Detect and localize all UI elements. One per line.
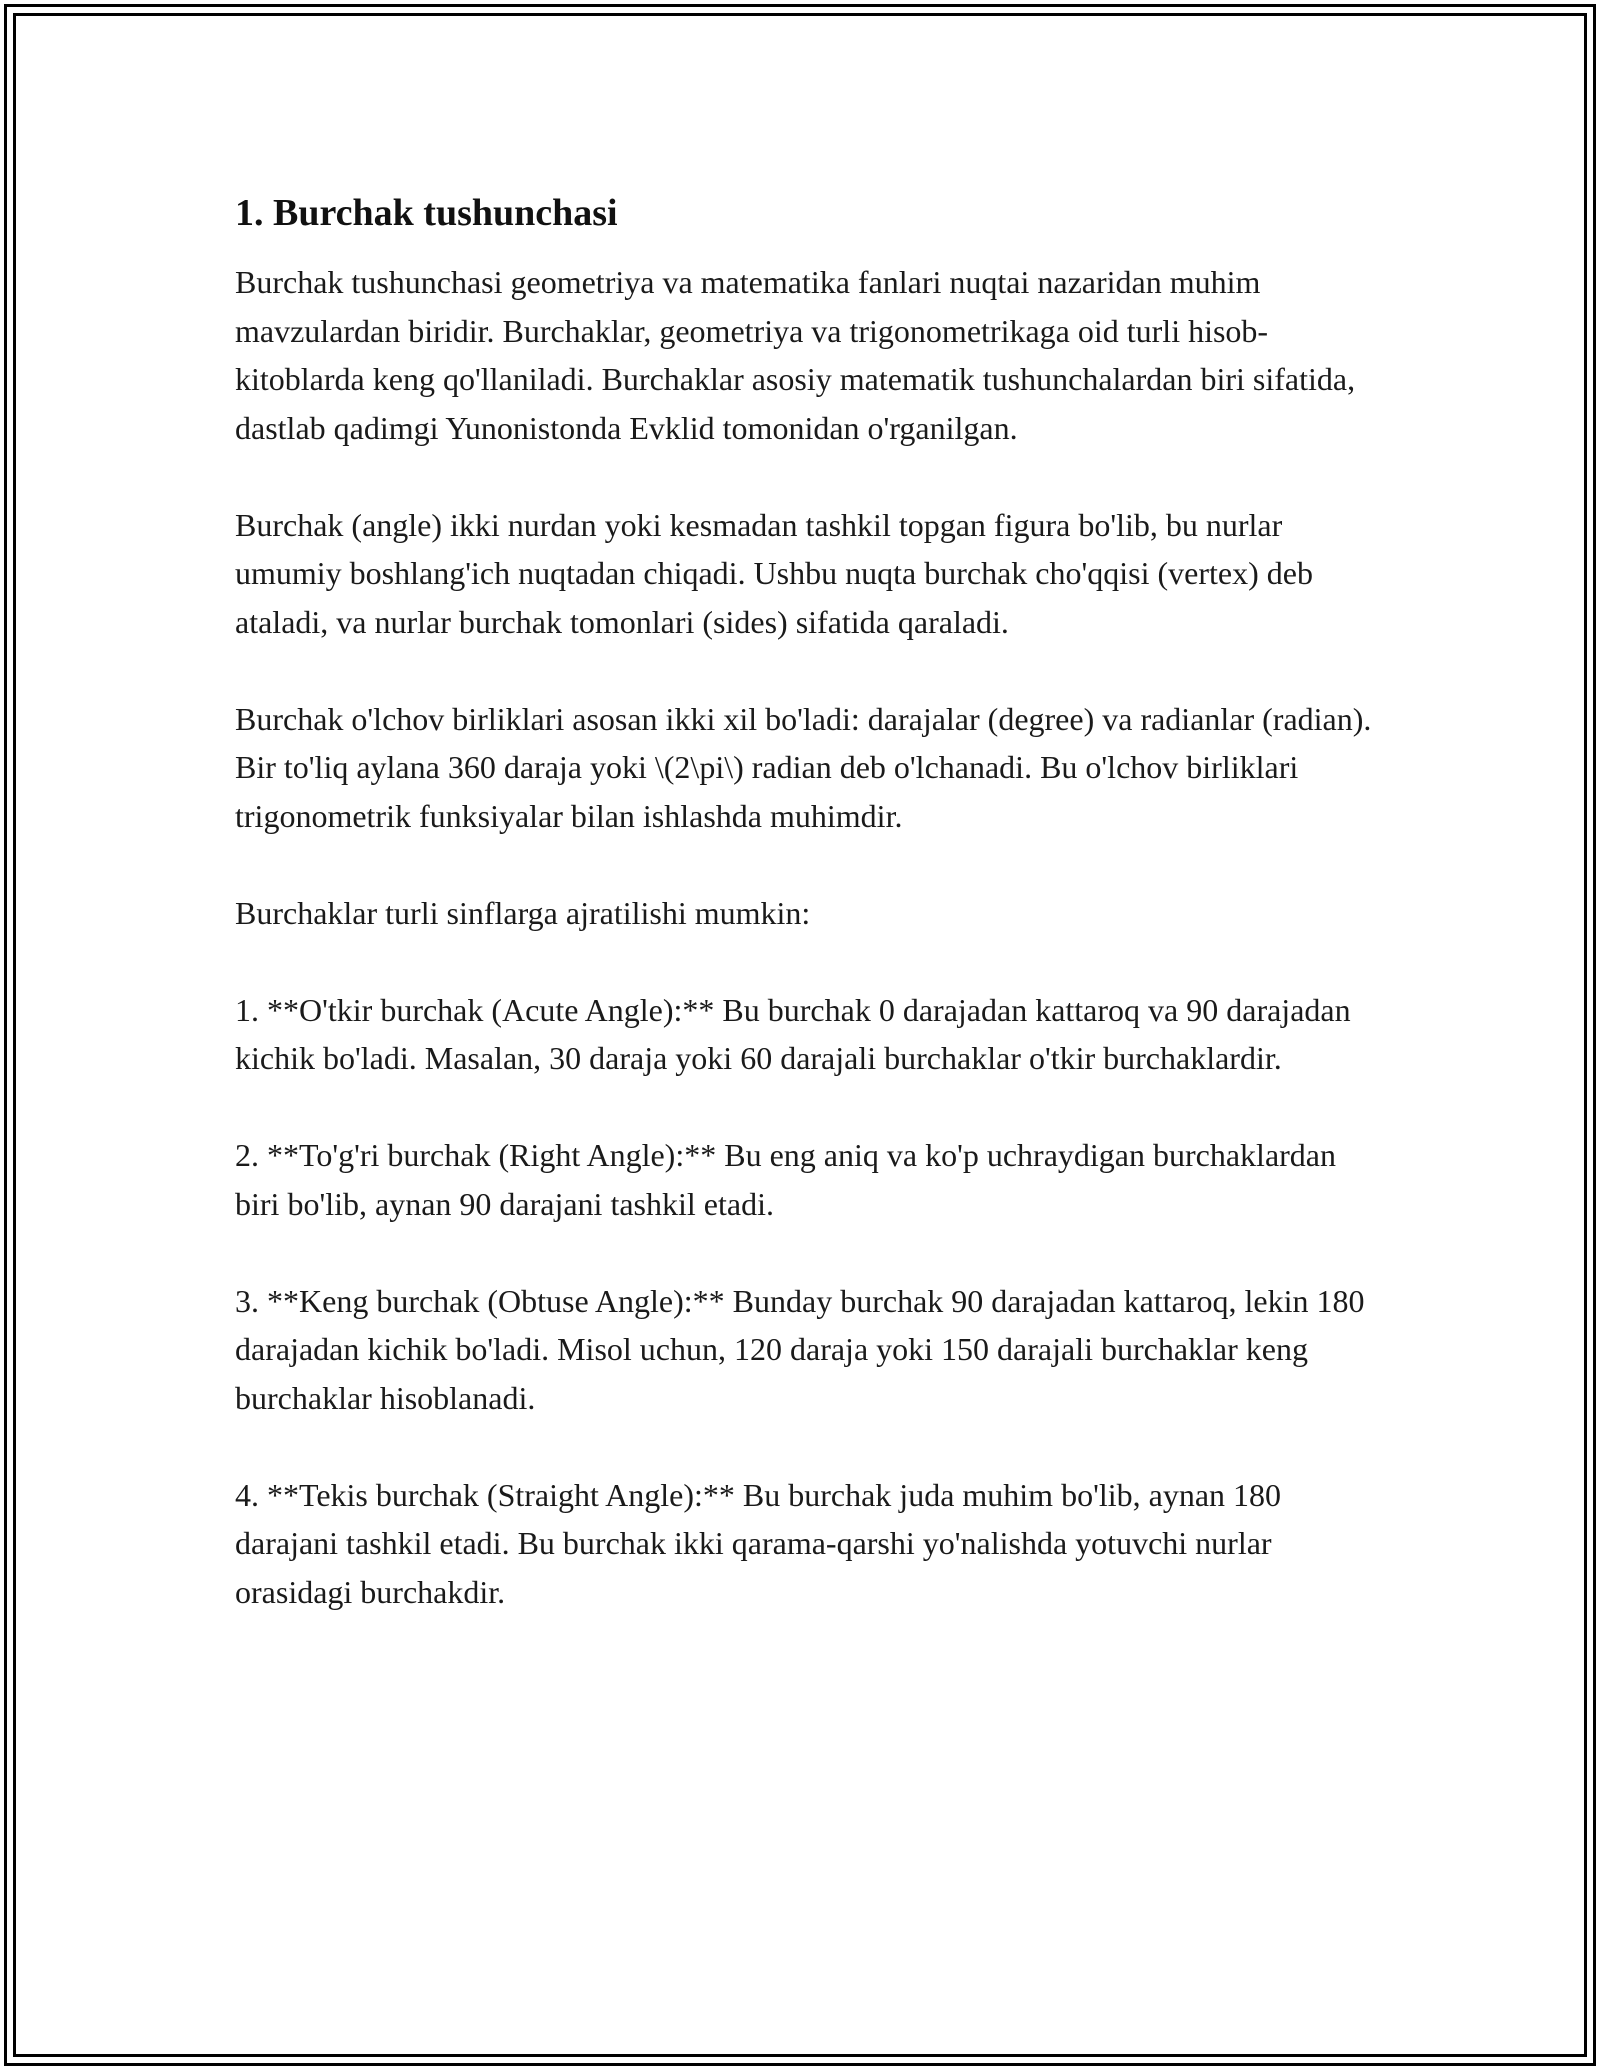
paragraph-definition: Burchak (angle) ikki nurdan yoki kesmadan tashkil topgan figura bo'lib, bu nurlar umumiy boshlang'ich nuqtadan chiqadi. Ushbu nuqta burchak cho'qqisi (vertex) deb ataladi, va nurlar burchak tomonlari (sides) sifatida qaraladi.: [235, 506, 1313, 640]
section-heading: 1. Burchak tushunchasi: [235, 192, 618, 234]
paragraph-classes-intro: Burchaklar turli sinflarga ajratilishi mumkin:: [235, 894, 811, 931]
paragraph-intro: Burchak tushunchasi geometriya va matematika fanlari nuqtai nazaridan muhim mavzulardan biridir. Burchaklar, geometriya va trigonometrikaga oid turli hisob-kitoblarda keng qo'llaniladi. Burchaklar asosiy matematik tushunchalardan biri sifatida, dastlab qadimgi Yunonistonda Evklid tomonidan o'rganilgan.: [235, 264, 1356, 446]
list-item-acute: 1. **O'tkir burchak (Acute Angle):** Bu burchak 0 darajadan kattaroq va 90 darajadan kichik bo'ladi. Masalan, 30 daraja yoki 60 darajali burchaklar o'tkir burchaklardir.: [235, 991, 1351, 1076]
list-item-obtuse: 3. **Keng burchak (Obtuse Angle):** Bunday burchak 90 darajadan kattaroq, lekin 180 darajadan kichik bo'ladi. Misol uchun, 120 daraja yoki 150 darajali burchaklar keng burchaklar hisoblanadi.: [235, 1282, 1365, 1416]
document-body: [235, 186, 1385, 1616]
paragraph-units: Burchak o'lchov birliklari asosan ikki xil bo'ladi: darajalar (degree) va radianlar (radian). Bir to'liq aylana 360 daraja yoki \(2\pi\) radian deb o'lchanadi. Bu o'lchov birliklari trigonometrik funksiyalar bilan ishlashda muhimdir.: [235, 700, 1372, 834]
list-item-right: 2. **To'g'ri burchak (Right Angle):** Bu eng aniq va ko'p uchraydigan burchaklardan biri bo'lib, aynan 90 darajani tashkil etadi.: [235, 1137, 1336, 1222]
list-item-straight: 4. **Tekis burchak (Straight Angle):** Bu burchak juda muhim bo'lib, aynan 180 darajani tashkil etadi. Bu burchak ikki qarama-qarshi yo'nalishda yotuvchi nurlar orasidagi burchakdir.: [235, 1476, 1282, 1610]
